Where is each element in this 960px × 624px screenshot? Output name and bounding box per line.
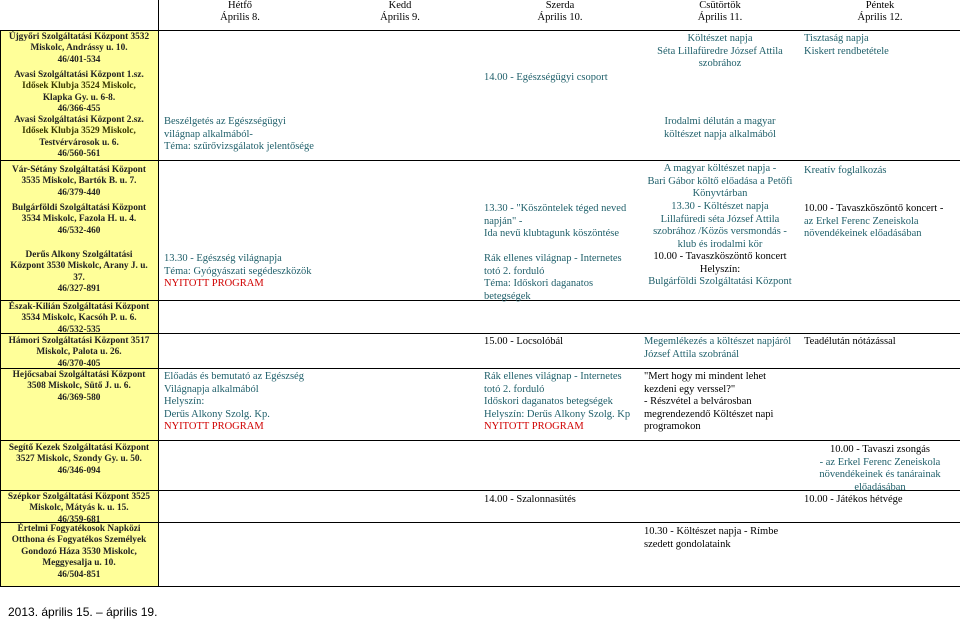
event-wed-4	[484, 336, 640, 349]
event-line: 10.00 - Tavaszköszöntő koncert -	[804, 203, 944, 214]
location-line: 3508 Miskolc, Sütő J. u. 6.	[27, 381, 131, 392]
event-fri-3	[804, 203, 960, 241]
location-line: 46/346-094	[57, 465, 101, 476]
location-line: Otthona és Fogyatékos Személyek	[11, 535, 147, 546]
event-line: programokon	[644, 421, 701, 432]
event-thu-2	[640, 116, 800, 141]
event-line: 15.00 - Locsolóbál	[484, 336, 564, 347]
divider	[0, 300, 960, 301]
event-thu-1	[640, 33, 800, 71]
header-tuesday	[320, 0, 480, 24]
event-line: megrendezendő Költészet napi	[644, 408, 774, 420]
event-line: szobrához	[698, 58, 742, 69]
event-line: 13.30 - Költészet napja	[671, 201, 769, 212]
event-line: növendékeinek előadásában	[804, 228, 922, 239]
event-line: Irodalmi délután a magyar	[664, 116, 776, 127]
event-fri-5	[800, 444, 960, 494]
location-line: Klapka Gy. u. 6-8.	[42, 92, 116, 103]
day-name: Péntek	[865, 0, 895, 11]
location-line: Idősek Klubja 3529 Miskolc,	[22, 126, 136, 137]
day-date: Április 12.	[857, 12, 903, 23]
event-fri-2	[804, 165, 960, 178]
location-eszak-kilian	[0, 302, 158, 336]
day-name: Szerda	[545, 0, 575, 11]
event-line: Helyszín:	[164, 396, 205, 407]
event-fri-4	[804, 336, 960, 349]
event-line: világnap alkalmából-	[164, 128, 253, 140]
event-line: klub és irodalmi kör	[677, 238, 763, 250]
header-thursday	[640, 0, 800, 24]
location-line: Értelmi Fogyatékosok Napközi	[17, 524, 141, 534]
location-ujgyor	[0, 32, 158, 66]
location-line: 46/370-405	[57, 358, 101, 369]
open-program-label: NYITOTT PROGRAM	[164, 421, 264, 432]
event-line: Beszélgetés az Egészségügyi	[164, 116, 286, 127]
header-friday	[800, 0, 960, 24]
divider	[158, 0, 159, 586]
location-line: 46/359-681	[57, 514, 101, 525]
event-line: Teadélután nótázással	[804, 336, 896, 347]
event-line: totó 2. forduló	[484, 383, 545, 395]
day-date: Április 9.	[380, 12, 420, 23]
location-line: Avasi Szolgáltatási Központ 2.sz.	[14, 115, 144, 125]
divider	[0, 440, 960, 441]
event-line: előadásában	[854, 481, 906, 493]
event-line: 10.00 - Tavaszköszöntő koncert	[653, 251, 787, 262]
location-line: 3534 Miskolc, Fazola H. u. 4.	[21, 214, 137, 225]
divider	[0, 30, 960, 31]
location-line: Avasi Szolgáltatási Központ 1.sz.	[14, 70, 144, 80]
event-mon-2	[164, 253, 320, 291]
event-line: totó 2. forduló	[484, 265, 545, 277]
day-name: Kedd	[388, 0, 412, 11]
event-line: Derűs Alkony Szolg. Kp.	[164, 408, 270, 420]
event-line: Könyvtárban	[692, 188, 748, 199]
event-fri-6	[804, 494, 960, 507]
location-line: Gondozó Háza 3530 Miskolc,	[21, 546, 137, 557]
event-line: szedett gondolataink	[644, 538, 731, 550]
event-line: Téma: Időskori daganatos	[484, 278, 594, 289]
location-line: 46/560-561	[57, 149, 101, 160]
day-name: Csütörtök	[699, 0, 741, 11]
location-line: Meggyesalja u. 10.	[42, 558, 116, 569]
location-line: Vár-Sétány Szolgáltatási Központ	[12, 165, 146, 175]
location-hejocsaba	[0, 370, 158, 404]
event-line: - Részvétel a belvárosban	[644, 396, 752, 407]
location-line: Derűs Alkony Szolgáltatási	[25, 250, 133, 260]
location-bulgarfold	[0, 203, 158, 237]
event-thu-3	[640, 163, 800, 201]
location-line: Bulgárföldi Szolgáltatási Központ	[11, 203, 147, 213]
event-thu-7	[644, 371, 800, 434]
event-mon-3	[164, 371, 320, 434]
event-line: költészet napja alkalmából	[664, 128, 776, 140]
location-line: Idősek Klubja 3524 Miskolc,	[22, 81, 136, 92]
header-wednesday	[480, 0, 640, 24]
location-line: 46/369-580	[57, 392, 101, 403]
event-mon-1	[164, 116, 320, 154]
location-line: Hejőcsabai Szolgáltatási Központ	[12, 370, 146, 380]
day-name: Hétfő	[228, 0, 252, 11]
event-thu-8	[644, 526, 800, 551]
day-date: Április 11.	[697, 12, 743, 23]
event-line: napján" -	[484, 215, 523, 227]
location-ertelmi-fogyatekosok	[0, 524, 158, 581]
event-line: Kreatív foglalkozás	[804, 165, 887, 176]
location-line: Miskolc, Andrássy u. 10.	[30, 43, 128, 54]
location-line: 46/401-534	[57, 54, 101, 65]
event-line: Előadás és bemutató az Egészség	[164, 371, 304, 382]
location-line: Testvérvárosok u. 6.	[39, 137, 119, 148]
event-line: betegségek	[484, 290, 531, 302]
event-line: az Erkel Ferenc Zeneiskola	[804, 215, 919, 227]
location-line: 46/327-891	[57, 284, 101, 295]
location-line: Központ 3530 Miskolc, Arany J. u.	[10, 261, 148, 272]
location-line: Miskolc, Palota u. 26.	[36, 347, 122, 358]
event-thu-6	[644, 336, 800, 361]
location-segito-kezek	[0, 443, 158, 477]
event-line: Megemlékezés a költészet napjáról	[644, 336, 792, 347]
location-line: Észak-Kilián Szolgáltatási Központ	[8, 302, 150, 312]
event-line: Világnapja alkalmából	[164, 383, 259, 395]
location-szepkor	[0, 492, 158, 526]
event-thu-4	[640, 201, 800, 251]
event-line: Tisztaság napja	[804, 33, 869, 44]
event-line: 14.00 - Egészségügyi csoport	[484, 72, 608, 83]
location-line: 46/532-535	[57, 324, 101, 335]
event-thu-5	[640, 251, 800, 289]
location-hamori	[0, 336, 158, 370]
event-line: Időskori daganatos betegségek	[484, 396, 613, 407]
event-line: A magyar költészet napja -	[663, 163, 777, 174]
location-avas-2	[0, 115, 158, 161]
event-wed-2	[484, 203, 640, 241]
event-line: 10.00 - Tavaszi zsongás	[830, 444, 930, 455]
event-line: Helyszín: Derűs Alkony Szolg. Kp	[484, 408, 631, 420]
location-line: 3527 Miskolc, Szondy Gy. u. 50.	[16, 454, 142, 465]
event-line: 10.30 - Költészet napja - Rímbe	[644, 526, 779, 537]
location-line: Segítő Kezek Szolgáltatási Központ	[8, 443, 150, 453]
event-line: József Attila szobránál	[644, 348, 740, 360]
location-line: 46/504-851	[57, 569, 101, 580]
location-derus-alkony	[0, 250, 158, 296]
location-var-setany	[0, 165, 158, 199]
event-line: 10.00 - Játékos hétvége	[804, 494, 903, 505]
event-wed-6	[484, 494, 640, 507]
open-program-label: NYITOTT PROGRAM	[164, 278, 264, 289]
event-line: Költészet napja	[687, 33, 753, 44]
week-range-footer: 2013. április 15. – április 19.	[8, 605, 158, 619]
event-wed-3	[484, 253, 640, 303]
day-date: Április 8.	[220, 12, 260, 23]
header-monday	[160, 0, 320, 24]
event-line: Téma: szűrővizsgálatok jelentősége	[164, 141, 314, 152]
event-line: Bulgárföldi Szolgáltatási Központ	[648, 276, 792, 287]
event-line: növendékeinek és tanárainak	[819, 469, 941, 480]
event-line: Ida nevű klubtagunk köszöntése	[484, 228, 620, 239]
event-line: kezdeni egy verssel?"	[644, 383, 736, 395]
event-wed-5	[484, 371, 640, 434]
location-line: 46/532-460	[57, 225, 101, 236]
location-line: Szépkor Szolgáltatási Központ 3525	[7, 492, 151, 502]
location-avas-1	[0, 70, 158, 116]
event-line: Kiskert rendbetétele	[804, 45, 889, 57]
location-line: 3534 Miskolc, Kacsóh P. u. 6.	[21, 313, 137, 324]
event-line: Bari Gábor költő előadása a Petőfi	[647, 175, 793, 187]
event-wed-1	[484, 72, 640, 85]
location-line: 37.	[73, 272, 85, 283]
divider	[0, 586, 960, 587]
event-line: Séta Lillafüredre József Attila	[657, 45, 783, 57]
event-line: 13.30 - "Köszöntelek téged neved	[484, 203, 627, 214]
location-line: 46/379-440	[57, 187, 101, 198]
event-line: 14.00 - Szalonnasütés	[484, 494, 576, 505]
day-date: Április 10.	[537, 12, 583, 23]
location-line: 3535 Miskolc, Bartók B. u. 7.	[21, 176, 137, 187]
open-program-label: NYITOTT PROGRAM	[484, 421, 584, 432]
event-line: Téma: Gyógyászati segédeszközök	[164, 265, 312, 277]
location-line: Hámori Szolgáltatási Központ 3517	[8, 336, 150, 346]
event-line: Rák ellenes világnap - Internetes	[484, 371, 622, 382]
event-line: "Mert hogy mi mindent lehet	[644, 371, 767, 382]
location-line: Miskolc, Mátyás k. u. 15.	[29, 503, 129, 514]
event-line: Rák ellenes világnap - Internetes	[484, 253, 622, 264]
event-line: Lillafüredi séta József Attila	[660, 213, 780, 225]
event-line: szobrához /Közös versmondás -	[653, 226, 787, 237]
location-line: Újgyőri Szolgáltatási Központ 3532	[8, 32, 150, 42]
event-line: Helyszín:	[699, 263, 741, 275]
location-line: 46/366-455	[57, 104, 101, 115]
event-fri-1	[804, 33, 960, 58]
event-line: 13.30 - Egészség világnapja	[164, 253, 282, 264]
event-line: - az Erkel Ferenc Zeneiskola	[819, 456, 941, 468]
